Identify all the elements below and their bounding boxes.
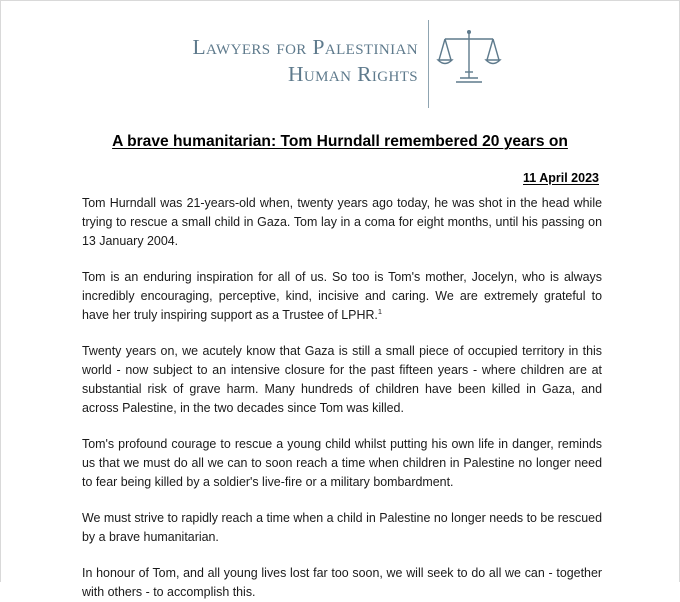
- paragraph-4: Tom's profound courage to rescue a young child whilst putting his own life in danger, reminds us that we must do all we can to soon reach a time when children in Palestine no longer need to fear being killed by a soldier's live-fire or a military bombardment.: [82, 437, 602, 489]
- paragraph-1: Tom Hurndall was 21-years-old when, twenty years ago today, he was shot in the head while trying to rescue a small child in Gaza. Tom lay in a coma for eight months, until his passing on 13 January 2004.: [82, 196, 602, 248]
- paragraph-6: In honour of Tom, and all young lives lost far too soon, we will seek to do all we can - together with others - to accomplish this.: [82, 566, 602, 599]
- paragraph-2-text: Tom is an enduring inspiration for all of us. So too is Tom's mother, Jocelyn, who is always incredibly encouraging, perceptive, kind, incisive and caring. We are extremely grateful to have her truly inspiring support as a Trustee of LPHR.: [82, 270, 602, 322]
- letter-body: [82, 194, 602, 602]
- header-divider: [428, 20, 429, 108]
- organization-name-line-2: Human Rights: [287, 62, 418, 86]
- organization-name-line-1: Lawyers for Palestinian: [192, 35, 418, 59]
- letterhead: [0, 0, 680, 112]
- organization-name: [192, 34, 418, 88]
- paragraph-5: We must strive to rapidly reach a time when a child in Palestine no longer needs to be rescued by a brave humanitarian.: [82, 511, 602, 544]
- document-date: 11 April 2023: [523, 171, 599, 185]
- document-title: A brave humanitarian: Tom Hurndall remembered 20 years on: [112, 133, 568, 150]
- paragraph-3: Twenty years on, we acutely know that Gaza is still a small piece of occupied territory in this world - now subject to an intensive closure for the past fifteen years - where children are at substantial risk of grave harm. Many hundreds of children have been killed in Gaza, and across Palestine, in the two decades since Tom was killed.: [82, 344, 602, 415]
- footnote-marker: 1: [377, 306, 383, 316]
- scales-of-justice-icon: [436, 26, 502, 86]
- paragraph-2: [82, 268, 602, 325]
